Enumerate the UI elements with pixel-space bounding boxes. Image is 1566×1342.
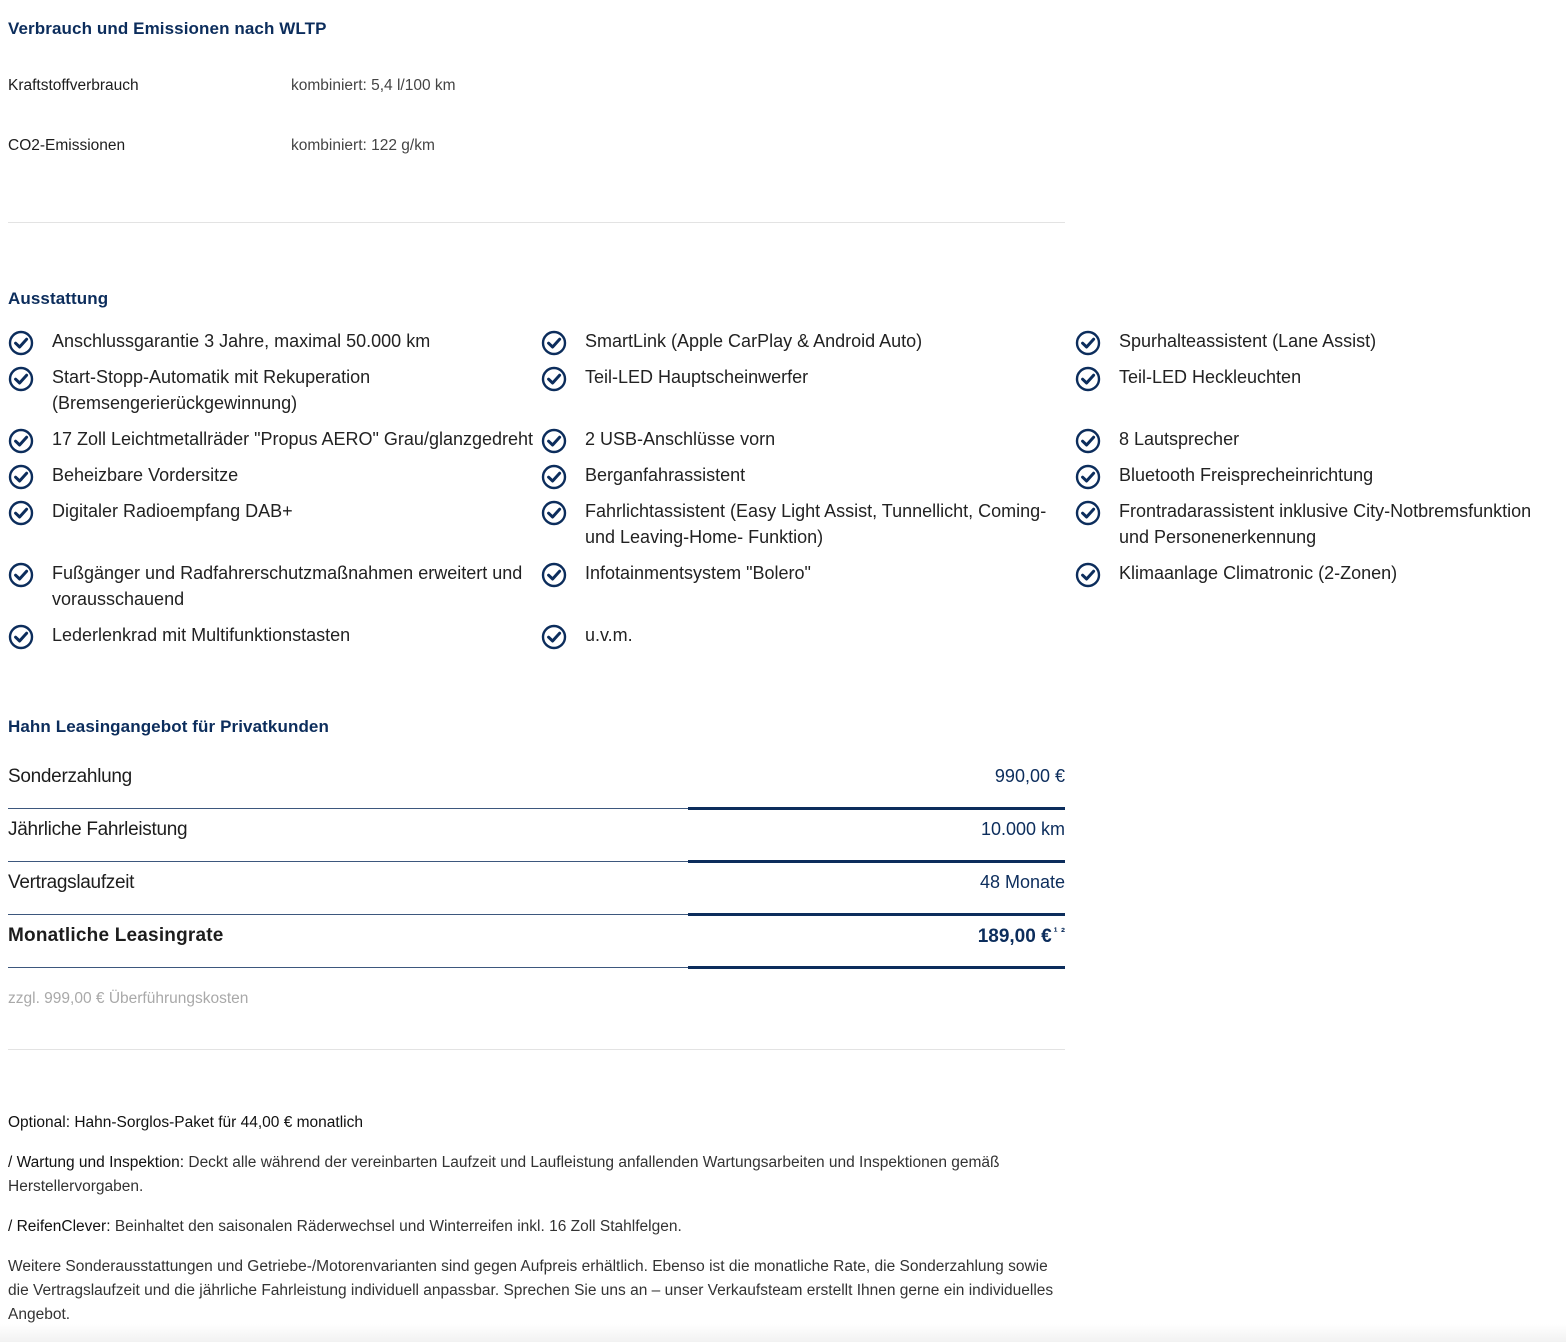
- check-circle-icon: [8, 428, 34, 454]
- check-circle-icon: [1075, 330, 1101, 356]
- equipment-item: [1075, 364, 1565, 392]
- monthly-rate-value: [978, 925, 1065, 948]
- equipment-item: [541, 328, 1061, 356]
- equipment-item-label: Teil-LED Hauptscheinwerfer: [585, 367, 809, 387]
- equipment-item: [8, 328, 538, 356]
- monthly-rate-label: Monatliche Leasingrate: [8, 925, 224, 946]
- equipment-item-label: SmartLink (Apple CarPlay & Android Auto): [585, 331, 923, 351]
- annual-mileage-label: Jährliche Fahrleistung: [8, 819, 188, 840]
- check-circle-icon: [8, 624, 34, 650]
- check-circle-icon: [1075, 428, 1101, 454]
- maintenance-label: / Wartung und Inspektion:: [8, 1154, 185, 1171]
- equipment-item: [1075, 328, 1565, 356]
- contract-term-label: Vertragslaufzeit: [8, 872, 135, 893]
- co2-emissions-value: kombiniert: 122 g/km: [291, 137, 435, 154]
- check-circle-icon: [8, 464, 34, 490]
- equipment-item-label: Start-Stopp-Automatik mit Rekuperation (Bremsengerierückgewinnung): [52, 367, 371, 413]
- equipment-item: [541, 498, 1061, 550]
- equipment-item: [541, 622, 1061, 650]
- check-circle-icon: [541, 330, 567, 356]
- fuel-consumption-value: kombiniert: 5,4 l/100 km: [291, 77, 456, 94]
- co2-emissions-label: CO2-Emissionen: [8, 137, 126, 154]
- annual-mileage-value: 10.000 km: [980, 819, 1065, 839]
- check-circle-icon: [541, 624, 567, 650]
- check-circle-icon: [1075, 500, 1101, 526]
- check-circle-icon: [8, 562, 34, 588]
- lease-row-contract-term: [8, 862, 1065, 915]
- equipment-item: [8, 364, 538, 416]
- check-circle-icon: [541, 562, 567, 588]
- equipment-item: [541, 426, 1061, 454]
- check-circle-icon: [1075, 366, 1101, 392]
- lease-row-down-payment: [8, 756, 1065, 809]
- check-circle-icon: [8, 500, 34, 526]
- maintenance-paragraph: [8, 1151, 1068, 1199]
- optional-package-headline: Optional: Hahn-Sorglos-Paket für 44,00 € monatlich: [8, 1114, 363, 1131]
- equipment-item-label: 17 Zoll Leichtmetallräder "Propus AERO" Grau/glanzgedreht: [52, 429, 534, 449]
- equipment-item: [1075, 462, 1565, 490]
- monthly-rate-amount: 189,00 €: [977, 926, 1052, 947]
- equipment-item-label: 2 USB-Anschlüsse vorn: [585, 429, 776, 449]
- equipment-item: [541, 560, 1061, 588]
- check-circle-icon: [8, 366, 34, 392]
- equipment-title: Ausstattung: [8, 289, 109, 308]
- scroll-fade: [0, 1324, 1566, 1342]
- lease-row-monthly-rate: [8, 915, 1065, 968]
- equipment-item-label: Beheizbare Vordersitze: [52, 465, 239, 485]
- equipment-item-label: 8 Lautsprecher: [1119, 429, 1240, 449]
- tires-text: Beinhaltet den saisonalen Räderwechsel und Winterreifen inkl. 16 Zoll Stahlfelgen.: [110, 1218, 682, 1235]
- equipment-item-label: Spurhalteassistent (Lane Assist): [1119, 331, 1377, 351]
- check-circle-icon: [1075, 464, 1101, 490]
- equipment-item-label: Fahrlichtassistent (Easy Light Assist, Tunnellicht, Coming- und Leaving-Home- Funktion): [585, 501, 1047, 547]
- lease-row-annual-mileage: [8, 809, 1065, 862]
- equipment-item-label: Klimaanlage Climatronic (2-Zonen): [1119, 563, 1398, 583]
- check-circle-icon: [541, 428, 567, 454]
- check-circle-icon: [8, 330, 34, 356]
- check-circle-icon: [541, 464, 567, 490]
- equipment-item: [1075, 560, 1565, 588]
- tires-paragraph: [8, 1215, 1068, 1239]
- further-info-paragraph: Weitere Sonderausstattungen und Getriebe-/Motorenvarianten sind gegen Aufpreis erhältlich. Ebenso ist die monatliche Rate, die Sonderzahlung sowie die Vertragslaufzeit und die jährliche Fahrleistung individuell anpassbar. Sprechen Sie uns an – unser Verkaufsteam erstellt Ihnen gerne ein individuelles Angebot.: [8, 1258, 1054, 1323]
- equipment-item: [8, 560, 538, 612]
- tires-label: / ReifenClever:: [8, 1218, 111, 1235]
- equipment-item: [1075, 498, 1565, 550]
- wltp-title: Verbrauch und Emissionen nach WLTP: [8, 19, 327, 38]
- check-circle-icon: [1075, 562, 1101, 588]
- footnote-marker[interactable]: ¹ ²: [1053, 925, 1065, 939]
- transfer-costs-note: zzgl. 999,00 € Überführungskosten: [8, 990, 249, 1007]
- leasing-title: Hahn Leasingangebot für Privatkunden: [8, 717, 329, 736]
- equipment-item: [8, 426, 538, 454]
- down-payment-value: 990,00 €: [994, 766, 1065, 786]
- equipment-item-label: Lederlenkrad mit Multifunktionstasten: [52, 625, 351, 645]
- equipment-item-label: Infotainmentsystem "Bolero": [585, 563, 811, 583]
- equipment-item: [541, 462, 1061, 490]
- equipment-item: [541, 364, 1061, 392]
- equipment-item: [8, 462, 538, 490]
- equipment-item-label: Frontradarassistent inklusive City-Notbremsfunktion und Personenerkennung: [1119, 501, 1532, 547]
- down-payment-label: Sonderzahlung: [8, 766, 132, 787]
- divider: [8, 1049, 1065, 1050]
- equipment-item: [8, 622, 538, 650]
- equipment-item-label: Anschlussgarantie 3 Jahre, maximal 50.000 km: [52, 331, 431, 351]
- row-divider-accent: [688, 966, 1065, 969]
- equipment-item-label: Digitaler Radioempfang DAB+: [52, 501, 293, 521]
- equipment-item-label: Teil-LED Heckleuchten: [1119, 367, 1302, 387]
- equipment-item-label: Berganfahrassistent: [585, 465, 746, 485]
- contract-term-value: 48 Monate: [979, 872, 1065, 892]
- equipment-item: [1075, 426, 1565, 454]
- equipment-item-label: Bluetooth Freisprecheinrichtung: [1119, 465, 1374, 485]
- check-circle-icon: [541, 366, 567, 392]
- maintenance-text: Deckt alle während der vereinbarten Laufzeit und Laufleistung anfallenden Wartungsarbeiten und Inspektionen gemäß Herstellervorgaben.: [8, 1154, 1000, 1195]
- divider: [8, 222, 1065, 223]
- equipment-item-label: Fußgänger und Radfahrerschutzmaßnahmen erweitert und vorausschauend: [52, 563, 523, 609]
- equipment-item: [8, 498, 538, 526]
- row-divider: [8, 967, 688, 968]
- fuel-consumption-label: Kraftstoffverbrauch: [8, 77, 139, 94]
- check-circle-icon: [541, 500, 567, 526]
- equipment-item-label: u.v.m.: [585, 625, 633, 645]
